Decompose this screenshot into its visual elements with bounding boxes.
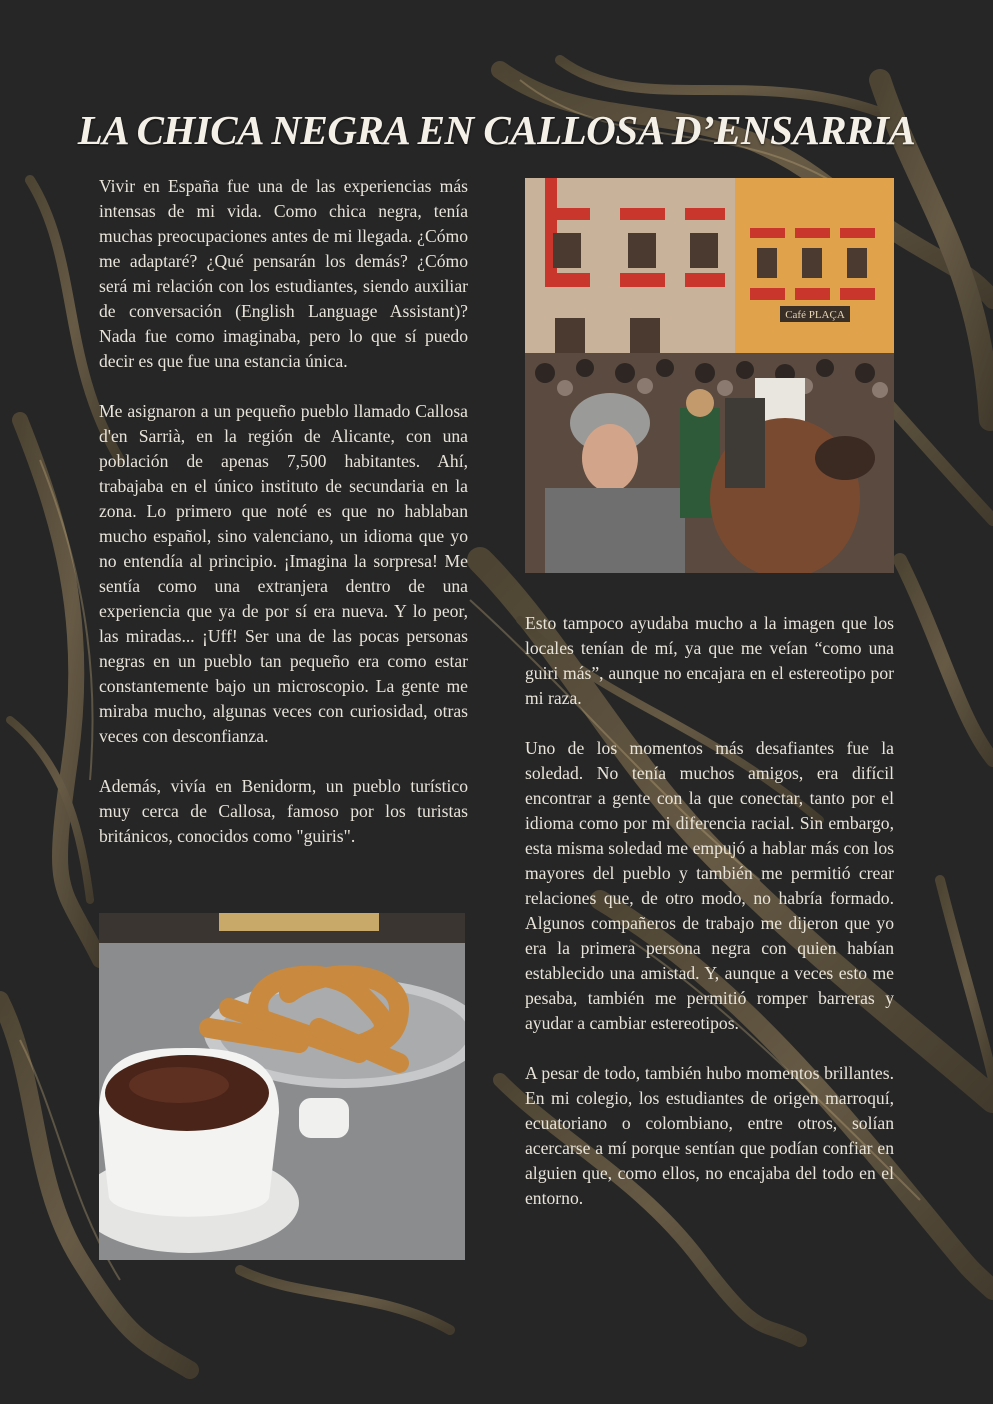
paragraph: Vivir en España fue una de las experiencias más intensas de mi vida. Como chica negra, tenía muchas preocupaciones antes de mi llegada. ¿Cómo me adaptaré? ¿Qué pensarán los demás? ¿Cómo será mi relación con los estudiantes, siendo auxiliar de conversación (English Language Assistant)? Nada fue como imaginaba, pero lo que sí puedo decir es que fue una estancia única. (99, 176, 468, 371)
paragraph: Me asignaron a un pequeño pueblo llamado Callosa d'en Sarrià, en la región de Alicante, con una población de apenas 7,500 habitantes. Ahí, trabajaba en el único instituto de secundaria en la zona. Lo primero que noté es que no hablaban mucho español, sino valenciano, un idioma que yo no entendía al principio. ¡Imagina la sorpresa! Me sentía como una extranjera dentro de una experiencia que ya de por sí era nueva. Y lo peor, las miradas... ¡Uff! Ser una de las pocas personas negras en un pueblo tan pequeño era como estar constantemente bajo un microscopio. La gente me miraba mucho, algunas veces con curiosidad, otras veces con desconfianza. (99, 401, 468, 746)
paragraph: A pesar de todo, también hubo momentos brillantes. En mi colegio, los estudiantes de origen marroquí, ecuatoriano o colombiano, entre otros, solían acercarse a mí porque sentían que podían confiar en alguien que, como ellos, no encajaba del todo en el entorno. (525, 1063, 894, 1208)
left-column (99, 174, 468, 874)
paragraph: Además, vivía en Benidorm, un pueblo turístico muy cerca de Callosa, famoso por los turistas británicos, conocidos como "guiris". (99, 776, 468, 846)
paragraph: Uno de los momentos más desafiantes fue la soledad. No tenía muchos amigos, era difícil encontrar a gente con la que conectar, tanto por el idioma como por mi diferencia racial. Sin embargo, esta misma soledad me empujó a hablar más con los mayores del pueblo y también me permitió crear relaciones que, de otro modo, no habría formado. Algunos compañeros de trabajo me dijeron que yo era la primera persona negra con quien habían establecido una amistad. Y, aunque a veces esto me pesaba, también me permitió romper barreras y ayudar a cambiar estereotipos. (525, 738, 894, 1033)
article-title: LA CHICA NEGRA EN CALLOSA D’ENSARRIA (77, 107, 916, 153)
churros-photo (99, 913, 465, 1260)
festival-photo (525, 178, 894, 573)
right-column (525, 611, 894, 1236)
paragraph: Esto tampoco ayudaba mucho a la imagen que los locales tenían de mí, ya que me veían “como una guiri más”, aunque no encajara en el estereotipo por mi raza. (525, 613, 894, 708)
cafe-sign: Café PLAÇA (785, 309, 845, 321)
